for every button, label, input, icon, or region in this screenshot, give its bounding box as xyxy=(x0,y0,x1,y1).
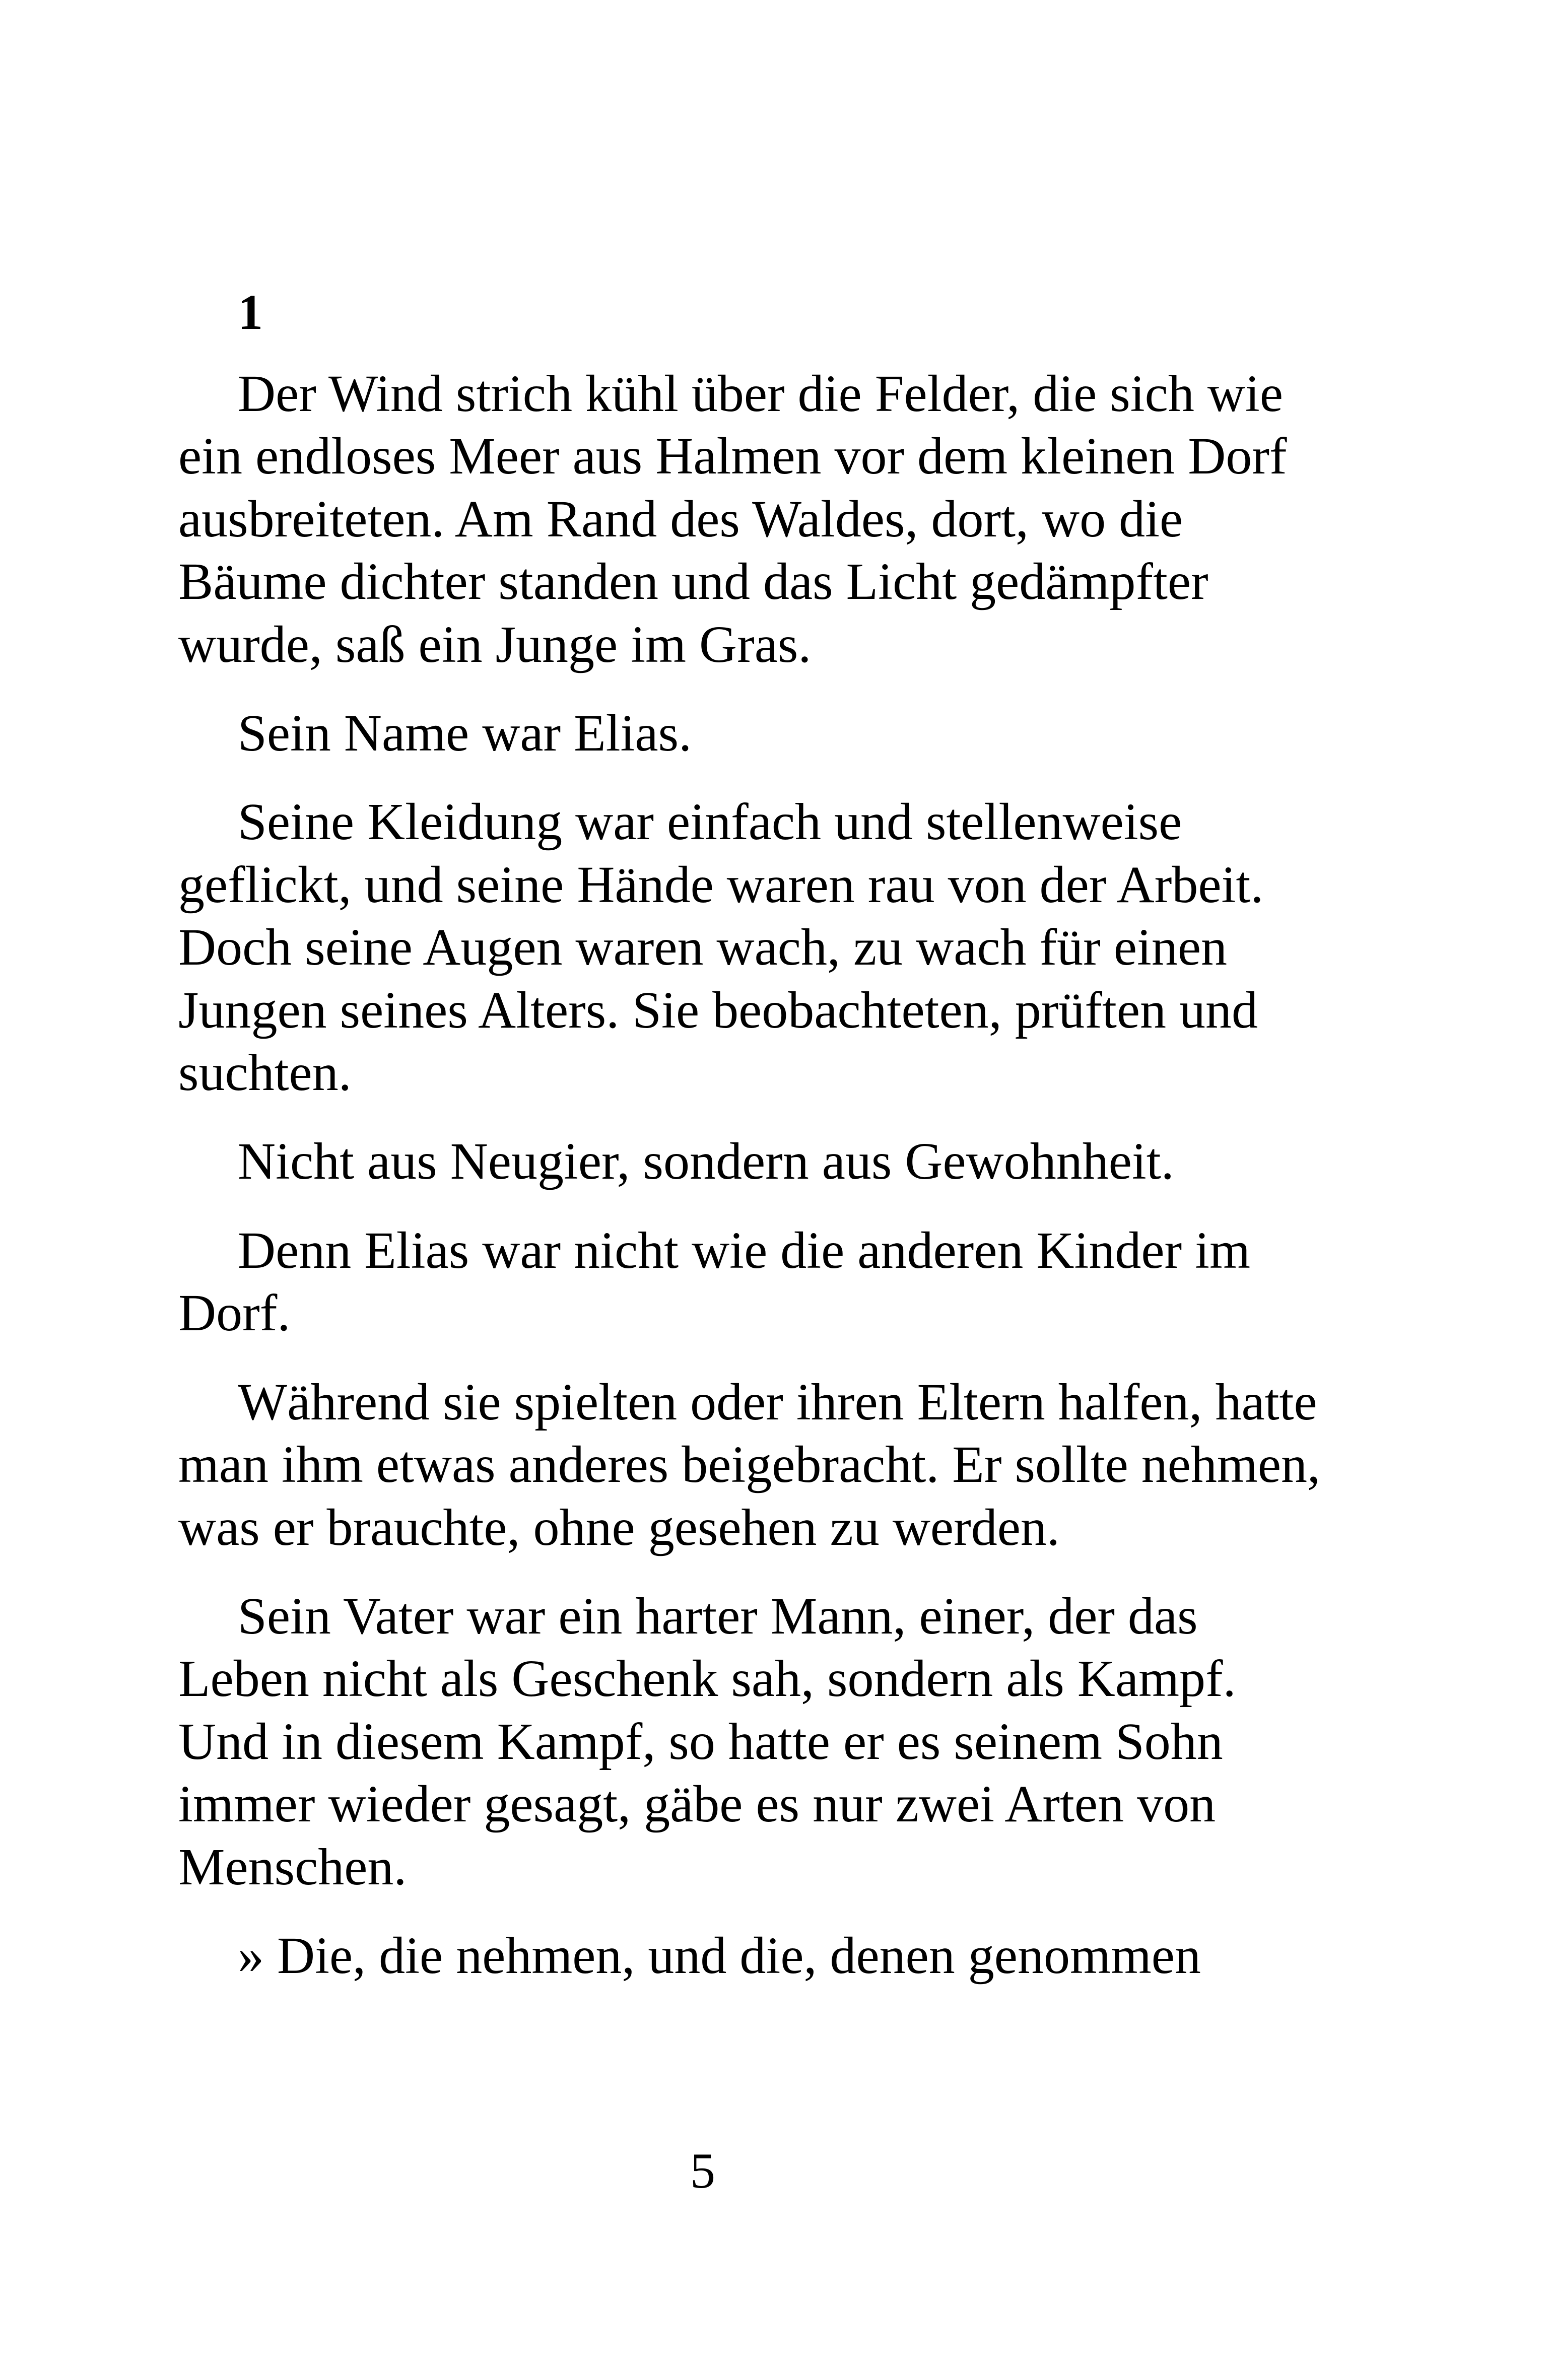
text-line: man ihm etwas anderes beigebracht. Er sollte nehmen, xyxy=(178,1436,1320,1494)
text-line: Leben nicht als Geschenk sah, sondern als Kampf. xyxy=(178,1650,1236,1708)
text-line: Doch seine Augen waren wach, zu wach für einen xyxy=(178,918,1228,977)
text-line: Der Wind strich kühl über die Felder, die sich wie xyxy=(238,365,1283,423)
page-number: 5 xyxy=(690,2143,715,2199)
text-line: wurde, saß ein Junge im Gras. xyxy=(178,615,812,673)
text-line: » Die, die nehmen, und die, denen genommen xyxy=(238,1926,1201,1985)
text-line: Jungen seines Alters. Sie beobachteten, prüften und xyxy=(178,981,1258,1039)
paragraph xyxy=(178,702,1387,765)
text-line: Während sie spielten oder ihren Eltern halfen, hatte xyxy=(238,1373,1317,1431)
paragraph xyxy=(178,1585,1387,1898)
paragraph xyxy=(178,363,1387,676)
paragraph xyxy=(178,1219,1387,1345)
paragraph xyxy=(178,1130,1387,1193)
text-line: ein endloses Meer aus Halmen vor dem kleinen Dorf xyxy=(178,427,1287,486)
text-line: immer wieder gesagt, gäbe es nur zwei Arten von xyxy=(178,1775,1216,1833)
text-line: geflickt, und seine Hände waren rau von der Arbeit. xyxy=(178,855,1264,914)
text-line: Menschen. xyxy=(178,1838,407,1896)
text-line: Dorf. xyxy=(178,1284,291,1342)
text-line: Denn Elias war nicht wie die anderen Kinder im xyxy=(238,1221,1250,1279)
text-line: suchten. xyxy=(178,1044,352,1102)
text-line: Nicht aus Neugier, sondern aus Gewohnheit. xyxy=(238,1132,1174,1191)
text-body xyxy=(178,282,1387,2013)
text-line: Sein Vater war ein harter Mann, einer, der das xyxy=(238,1587,1198,1645)
text-line: Seine Kleidung war einfach und stellenweise xyxy=(238,793,1182,851)
paragraph xyxy=(178,1925,1387,1987)
chapter-number: 1 xyxy=(238,284,263,340)
text-line: Und in diesem Kampf, so hatte er es seinem Sohn xyxy=(178,1712,1223,1771)
text-line: Sein Name war Elias. xyxy=(238,704,692,763)
text-line: ausbreiteten. Am Rand des Waldes, dort, wo die xyxy=(178,490,1183,548)
text-line: was er brauchte, ohne gesehen zu werden. xyxy=(178,1498,1060,1556)
text-line: Bäume dichter standen und das Licht gedämpfter xyxy=(178,553,1208,611)
paragraph xyxy=(178,791,1387,1104)
paragraph xyxy=(178,1371,1387,1559)
